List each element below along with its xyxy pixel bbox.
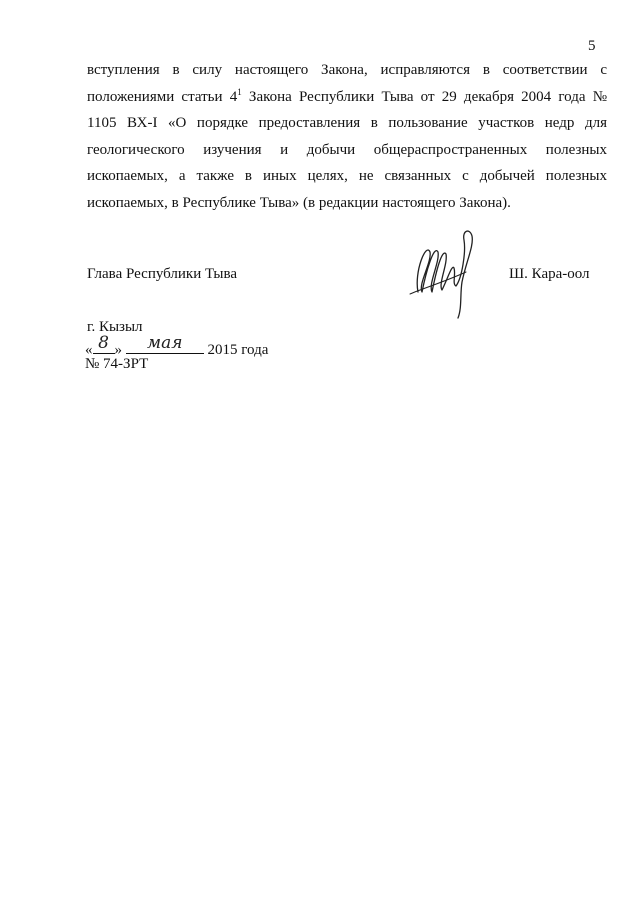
body-line: геологического изучения и добычи общераспространенных полезных [87,141,607,158]
body-line: 1105 ВХ-I «О порядке предоставления в пользование участков недр для [87,115,607,131]
year-text: 2015 года [207,342,269,358]
day-blank [93,333,115,354]
body-text [87,57,607,216]
signer-title: Глава Республики Тыва [87,266,238,282]
page-number: 5 [588,38,596,54]
close-quote: » [114,342,122,358]
body-line: вступления в силу настоящего Закона, исправляются в соответствии с [87,62,607,78]
signer-name: Ш. Кара-оол [509,266,590,282]
month-blank [126,333,204,354]
open-quote: « [85,342,93,358]
body-line: ископаемых, в Республике Тыва» (в редакции настоящего Закона). [87,194,511,211]
handwritten-month: мая [147,333,183,353]
place: г. Кызыл [87,319,143,335]
body-line-rest: Закона Республики Тыва от 29 декабря 2004 года № [241,88,608,105]
body-line [87,84,607,111]
body-line: ископаемых, а также в иных целях, не связанных с добычей полезных [87,168,607,184]
handwritten-day: 8 [98,333,109,353]
handwritten-signature [404,222,484,322]
body-line-start: положениями статьи 4 [87,88,238,105]
article-superscript: 1 [237,86,242,97]
document-number: № 74-ЗРТ [85,356,149,372]
